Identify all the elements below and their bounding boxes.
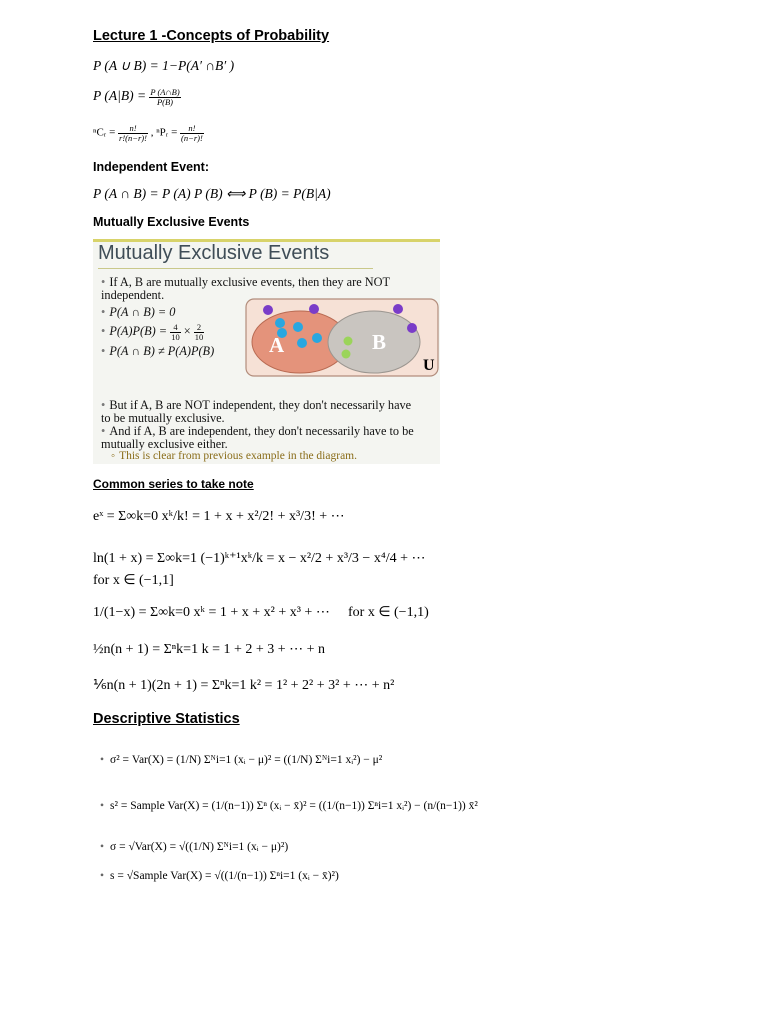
stat-sample-std-dev: • s = √Sample Var(X) = √((1/(n−1)) Σⁿi=1 (xᵢ − x̄)²): [100, 870, 339, 882]
stat-sample-variance: • s² = Sample Var(X) = (1/(n−1)) Σⁿ (xᵢ − x̄)² = ((1/(n−1)) Σⁿi=1 xᵢ²) − (n/(n−1)) x̄²: [100, 800, 478, 812]
slide-title-underline: [98, 268, 373, 269]
purple-ball: [309, 304, 319, 314]
slide-bullet-3: • P(A)P(B) = $\frac{4}{10}$ × $\frac{2}{10}$: [101, 322, 204, 342]
comb-num: n!: [129, 123, 137, 133]
green-ball: [344, 337, 353, 346]
conditional-fraction: [149, 88, 180, 106]
stat-sample-std-dev-text: s = √Sample Var(X) = √((1/(n−1)) Σⁿi=1 (xᵢ − x̄)²): [110, 870, 339, 882]
conditional-formula: [93, 88, 181, 106]
independent-formula: P (A ∩ B) = P (A) P (B) ⟺ P (B) = P(B|A): [93, 186, 331, 201]
comb-fraction: [118, 124, 148, 142]
combination-formula: [93, 124, 204, 142]
series-sum-k2: ⅙n(n + 1)(2n + 1) = Σⁿk=1 k² = 1² + 2² + 3² + ⋯ + n²: [93, 678, 395, 693]
mutually-exclusive-slide: [93, 239, 440, 464]
slide-bullet-3-text: P(A)P(B) =: [109, 323, 168, 338]
series-geom: 1/(1−x) = Σ∞k=0 xᵏ = 1 + x + x² + x³ + ⋯: [93, 605, 330, 620]
slide-bullet-1: • If A, B are mutually exclusive events, then they are NOT independent.: [101, 275, 390, 302]
stat-sample-variance-text: s² = Sample Var(X) = (1/(n−1)) Σⁿ (xᵢ − x̄)² = ((1/(n−1)) Σⁿi=1 xᵢ²) − (n/(n−1)) x̄²: [110, 800, 478, 812]
venn-label-u: U: [423, 357, 435, 374]
page-title: Lecture 1 -Concepts of Probability: [93, 28, 330, 44]
slide-sub-bullet-text: This is clear from previous example in the diagram.: [119, 450, 357, 462]
comb-den: r!(n−r)!: [119, 132, 147, 143]
stat-std-dev-text: σ = √Var(X) = √((1/N) Σᴺi=1 (xᵢ − μ)²): [110, 841, 289, 853]
slide-fraction-1: [170, 323, 181, 341]
purple-ball: [407, 323, 417, 333]
comb-lhs: ⁿCᵣ =: [93, 126, 116, 139]
purple-ball: [393, 304, 403, 314]
venn-label-a: A: [269, 333, 285, 357]
perm-lhs: , ⁿPᵣ =: [150, 126, 178, 139]
slide-fraction-2: [194, 323, 205, 341]
series-ln: ln(1 + x) = Σ∞k=1 (−1)ᵏ⁺¹xᵏ/k = x − x²/2 + x³/3 − x⁴/4 + ⋯: [93, 551, 426, 566]
series-sum-k: ½n(n + 1) = Σⁿk=1 k = 1 + 2 + 3 + ⋯ + n: [93, 642, 326, 657]
slide-fraction-1-num: 4: [173, 322, 178, 332]
stat-variance: • σ² = Var(X) = (1/N) Σᴺi=1 (xᵢ − μ)² = ((1/N) Σᴺi=1 xᵢ²) − μ²: [100, 754, 383, 766]
slide-bullet-4-text: P(A ∩ B) ≠ P(A)P(B): [109, 344, 215, 358]
slide-bullet-5: • But if A, B are NOT independent, they don't necessarily have to be mutually exclusive.: [101, 398, 412, 425]
conditional-num: P (A∩B): [150, 87, 180, 98]
venn-diagram: [245, 298, 440, 378]
stat-variance-text: σ² = Var(X) = (1/N) Σᴺi=1 (xᵢ − μ)² = ((1/N) Σᴺi=1 xᵢ²) − μ²: [110, 754, 383, 766]
mutually-exclusive-heading: Mutually Exclusive Events: [93, 215, 250, 229]
slide-sub-bullet: ◦ This is clear from previous example in the diagram.: [111, 450, 357, 462]
conditional-den: P(B): [149, 97, 180, 107]
perm-num: n!: [188, 123, 196, 133]
slide-bullet-1-text: If A, B are mutually exclusive events, then they are NOT independent.: [101, 275, 390, 302]
purple-ball: [263, 305, 273, 315]
stat-std-dev: • σ = √Var(X) = √((1/N) Σᴺi=1 (xᵢ − μ)²): [100, 841, 289, 853]
slide-fraction-2-den: 10: [194, 331, 204, 342]
slide-bullet-6: • And if A, B are independent, they don't necessarily have to be mutually exclusive either.: [101, 424, 414, 451]
slide-fraction-1-den: 10: [171, 331, 180, 342]
slide-bullet-2-text: P(A ∩ B) = 0: [109, 305, 176, 319]
conditional-lhs: P (A|B) =: [93, 88, 147, 103]
slide-fraction-2-num: 2: [196, 322, 202, 332]
perm-den: (n−r)!: [181, 132, 203, 143]
descriptive-stats-heading: Descriptive Statistics: [93, 711, 240, 727]
slide-bullet-5-text: But if A, B are NOT independent, they don't necessarily have to be mutually exclusive.: [101, 398, 412, 425]
slide-title: Mutually Exclusive Events: [98, 242, 330, 264]
union-formula: P (A ∪ B) = 1−P(A′ ∩B′ ): [93, 58, 235, 73]
slide-bullet-4: • P(A ∩ B) ≠ P(A)P(B): [101, 344, 215, 358]
series-ln-domain: for x ∈ (−1,1]: [93, 573, 174, 588]
blue-ball: [297, 338, 307, 348]
series-heading: Common series to take note: [93, 477, 254, 491]
blue-ball: [293, 322, 303, 332]
venn-label-b: B: [372, 330, 387, 354]
series-exp: eˣ = Σ∞k=0 xᵏ/k! = 1 + x + x²/2! + x³/3! + ⋯: [93, 509, 345, 524]
perm-fraction: [180, 124, 204, 142]
blue-ball: [275, 318, 285, 328]
slide-bullet-6-text: And if A, B are independent, they don't necessarily have to be mutually exclusive either.: [101, 424, 414, 451]
independent-heading: Independent Event:: [93, 160, 209, 174]
slide-times: ×: [183, 323, 191, 338]
blue-ball: [312, 333, 322, 343]
series-geom-domain: for x ∈ (−1,1): [348, 605, 429, 620]
slide-bullet-2: • P(A ∩ B) = 0: [101, 305, 176, 319]
green-ball: [342, 350, 351, 359]
